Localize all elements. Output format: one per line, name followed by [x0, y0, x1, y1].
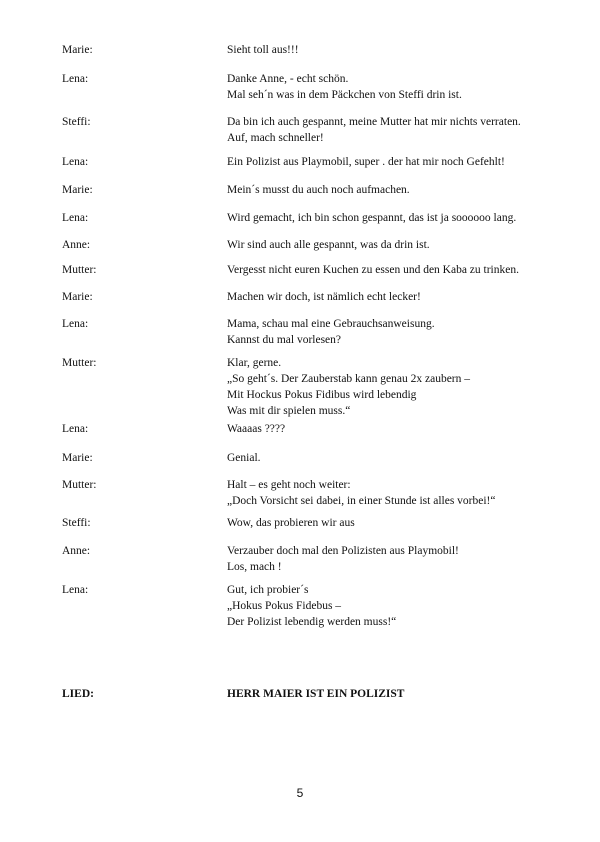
dialogue-line: Machen wir doch, ist nämlich echt lecker! — [227, 291, 421, 303]
dialogue-lines — [227, 289, 567, 305]
speaker-name: Marie: — [62, 44, 93, 56]
dialogue-line: Sieht toll aus!!! — [227, 44, 299, 56]
dialogue-lines — [227, 515, 567, 531]
dialogue-line: Der Polizist lebendig werden muss!“ — [227, 616, 397, 628]
dialogue-line: Was mit dir spielen muss.“ — [227, 405, 351, 417]
dialogue-line: „So geht´s. Der Zauberstab kann genau 2x zaubern – — [227, 373, 471, 385]
speaker-name: Anne: — [62, 239, 91, 251]
dialogue-line: Halt – es geht noch weiter: — [227, 479, 351, 491]
speaker-name: Marie: — [62, 452, 93, 464]
dialogue-line: Kannst du mal vorlesen? — [227, 334, 342, 346]
dialogue-line: „Doch Vorsicht sei dabei, in einer Stunde ist alles vorbei!“ — [227, 495, 496, 507]
dialogue-line: Auf, mach schneller! — [227, 132, 324, 144]
dialogue-lines — [227, 450, 567, 466]
speaker-name: Lena: — [62, 212, 89, 224]
dialogue-line: Los, mach ! — [227, 561, 282, 573]
speaker-name: Lena: — [62, 318, 89, 330]
dialogue-lines — [227, 114, 567, 146]
dialogue-lines — [227, 71, 567, 103]
speaker-name: Lena: — [62, 73, 89, 85]
dialogue-lines — [227, 355, 567, 419]
speaker-name: Lena: — [62, 584, 89, 596]
speaker-name: Marie: — [62, 184, 93, 196]
dialogue-line: Wow, das probieren wir aus — [227, 517, 355, 529]
dialogue-lines — [227, 210, 567, 226]
dialogue-line: Waaaas ???? — [227, 423, 286, 435]
song-title: HERR MAIER IST EIN POLIZIST — [227, 688, 405, 700]
dialogue-lines — [227, 154, 567, 170]
dialogue-line: Ein Polizist aus Playmobil, super . der hat mir noch Gefehlt! — [227, 156, 505, 168]
dialogue-line: Vergesst nicht euren Kuchen zu essen und den Kaba zu trinken. — [227, 264, 519, 276]
dialogue-line: Mein´s musst du auch noch aufmachen. — [227, 184, 410, 196]
song-label: LIED: — [62, 688, 94, 700]
speaker-name: Marie: — [62, 291, 93, 303]
speaker-name: Steffi: — [62, 116, 91, 128]
dialogue-lines — [227, 237, 567, 253]
dialogue-lines — [227, 421, 567, 437]
speaker-name: Mutter: — [62, 479, 97, 491]
dialogue-lines — [227, 316, 567, 348]
dialogue-lines — [227, 42, 567, 58]
dialogue-line: Mit Hockus Pokus Fidibus wird lebendig — [227, 389, 417, 401]
dialogue-lines — [227, 477, 567, 509]
dialogue-lines — [227, 582, 567, 630]
dialogue-line: Klar, gerne. — [227, 357, 282, 369]
dialogue-line: „Hokus Pokus Fidebus – — [227, 600, 342, 612]
dialogue-line: Verzauber doch mal den Polizisten aus Playmobil! — [227, 545, 459, 557]
dialogue-lines — [227, 182, 567, 198]
speaker-name: Anne: — [62, 545, 91, 557]
dialogue-line: Gut, ich probier´s — [227, 584, 309, 596]
dialogue-line: Wir sind auch alle gespannt, was da drin ist. — [227, 239, 430, 251]
dialogue-line: Danke Anne, - echt schön. — [227, 73, 349, 85]
speaker-name: Lena: — [62, 423, 89, 435]
dialogue-line: Mama, schau mal eine Gebrauchsanweisung. — [227, 318, 435, 330]
dialogue-lines — [227, 262, 567, 278]
dialogue-line: Mal seh´n was in dem Päckchen von Steffi drin ist. — [227, 89, 462, 101]
dialogue-line: Wird gemacht, ich bin schon gespannt, das ist ja soooooo lang. — [227, 212, 517, 224]
speaker-name: Mutter: — [62, 357, 97, 369]
speaker-name: Lena: — [62, 156, 89, 168]
speaker-name: Mutter: — [62, 264, 97, 276]
dialogue-line: Da bin ich auch gespannt, meine Mutter hat mir nichts verraten. — [227, 116, 521, 128]
dialogue-line: Genial. — [227, 452, 261, 464]
page-number: 5 — [296, 786, 304, 800]
dialogue-lines — [227, 543, 567, 575]
speaker-name: Steffi: — [62, 517, 91, 529]
